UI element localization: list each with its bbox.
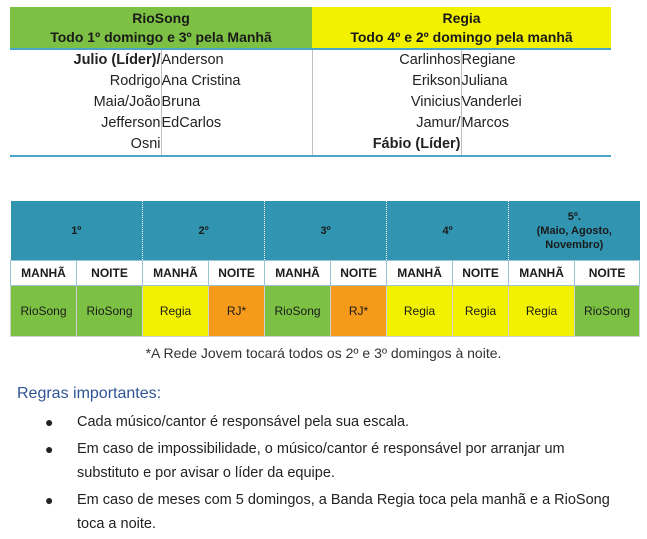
week-2-header: 2º: [143, 201, 265, 261]
riosong-name: RioSong: [132, 9, 190, 26]
regia-header: [312, 7, 611, 49]
member-name: Jefferson: [101, 115, 161, 131]
shift-night: NOITE: [453, 261, 509, 286]
regia-members-col2: [461, 49, 611, 156]
bullet-icon: ●: [45, 414, 54, 430]
member-name: Marcos: [461, 115, 510, 131]
rule-item: [44, 437, 619, 485]
shift-night: NOITE: [575, 261, 640, 286]
schedule-cell: Regia: [387, 286, 453, 337]
bullet-icon: ●: [45, 441, 54, 457]
member-name: Rodrigo: [109, 73, 161, 89]
shift-morning: MANHÃ: [509, 261, 575, 286]
member-name: Regiane: [461, 52, 516, 68]
member-name: Erikson: [412, 73, 461, 89]
member-name: Julio (Líder)/: [73, 52, 161, 68]
week-4-header: 4º: [387, 201, 509, 261]
schedule-cell: RJ*: [209, 286, 265, 337]
riosong-members-col1: [10, 49, 161, 156]
shift-morning: MANHÃ: [265, 261, 331, 286]
riosong-members-col2: [161, 49, 312, 156]
shift-morning: MANHÃ: [11, 261, 77, 286]
member-name: Jamur/: [416, 115, 461, 131]
week-3-header: 3º: [265, 201, 387, 261]
week-5-months-line1: (Maio, Agosto,: [536, 224, 612, 237]
member-name: Fábio (Líder): [372, 136, 461, 152]
shift-night: NOITE: [77, 261, 143, 286]
schedule-table: [10, 201, 640, 337]
regia-schedule: Todo 4º e 2º domingo pela manhã: [350, 28, 573, 45]
regia-members-col1: [312, 49, 461, 156]
schedule-cell: RioSong: [77, 286, 143, 337]
schedule-cell: RioSong: [265, 286, 331, 337]
week-1-header: 1º: [11, 201, 143, 261]
bullet-icon: ●: [45, 492, 54, 508]
member-name: Bruna: [161, 94, 201, 110]
rule-item: [44, 488, 619, 536]
member-name: Vinicius: [410, 94, 461, 110]
rule-text: Cada músico/cantor é responsável pela sua escala.: [77, 414, 410, 430]
schedule-cell: RioSong: [575, 286, 640, 337]
schedule-cell: Regia: [509, 286, 575, 337]
rules-list: [44, 410, 619, 539]
rule-text: Em caso de impossibilidade, o músico/cantor é responsável por arranjar um substituto e por avisar o líder da equipe.: [77, 441, 565, 481]
member-name: Anderson: [161, 52, 224, 68]
rule-text: Em caso de meses com 5 domingos, a Banda Regia toca pela manhã e a RioSong toca a noite.: [77, 492, 610, 532]
rules-title: Regras importantes:: [17, 385, 162, 402]
schedule-cell: RioSong: [11, 286, 77, 337]
schedule-cell: RJ*: [331, 286, 387, 337]
regia-name: Regia: [442, 9, 481, 26]
member-name: Maia/João: [93, 94, 161, 110]
member-name: Ana Cristina: [161, 73, 241, 89]
riosong-schedule: Todo 1º domingo e 3º pela Manhã: [50, 28, 272, 45]
member-name: Carlinhos: [399, 52, 461, 68]
member-name: EdCarlos: [161, 115, 222, 131]
week-5-months-line2: Novembro): [545, 238, 604, 251]
shift-morning: MANHÃ: [143, 261, 209, 286]
riosong-header: [10, 7, 312, 49]
shift-night: NOITE: [331, 261, 387, 286]
teams-table: [10, 7, 611, 157]
schedule-cell: Regia: [143, 286, 209, 337]
member-name: Osni: [130, 136, 161, 152]
rule-item: [44, 410, 619, 434]
week-5-label: 5º.: [567, 210, 581, 223]
schedule-cell: Regia: [453, 286, 509, 337]
shift-morning: MANHÃ: [387, 261, 453, 286]
member-name: Juliana: [461, 73, 508, 89]
shift-night: NOITE: [209, 261, 265, 286]
week-5-header: [509, 201, 640, 261]
member-name: Vanderlei: [461, 94, 522, 110]
schedule-footnote: *A Rede Jovem tocará todos os 2º e 3º domingos à noite.: [145, 345, 502, 361]
